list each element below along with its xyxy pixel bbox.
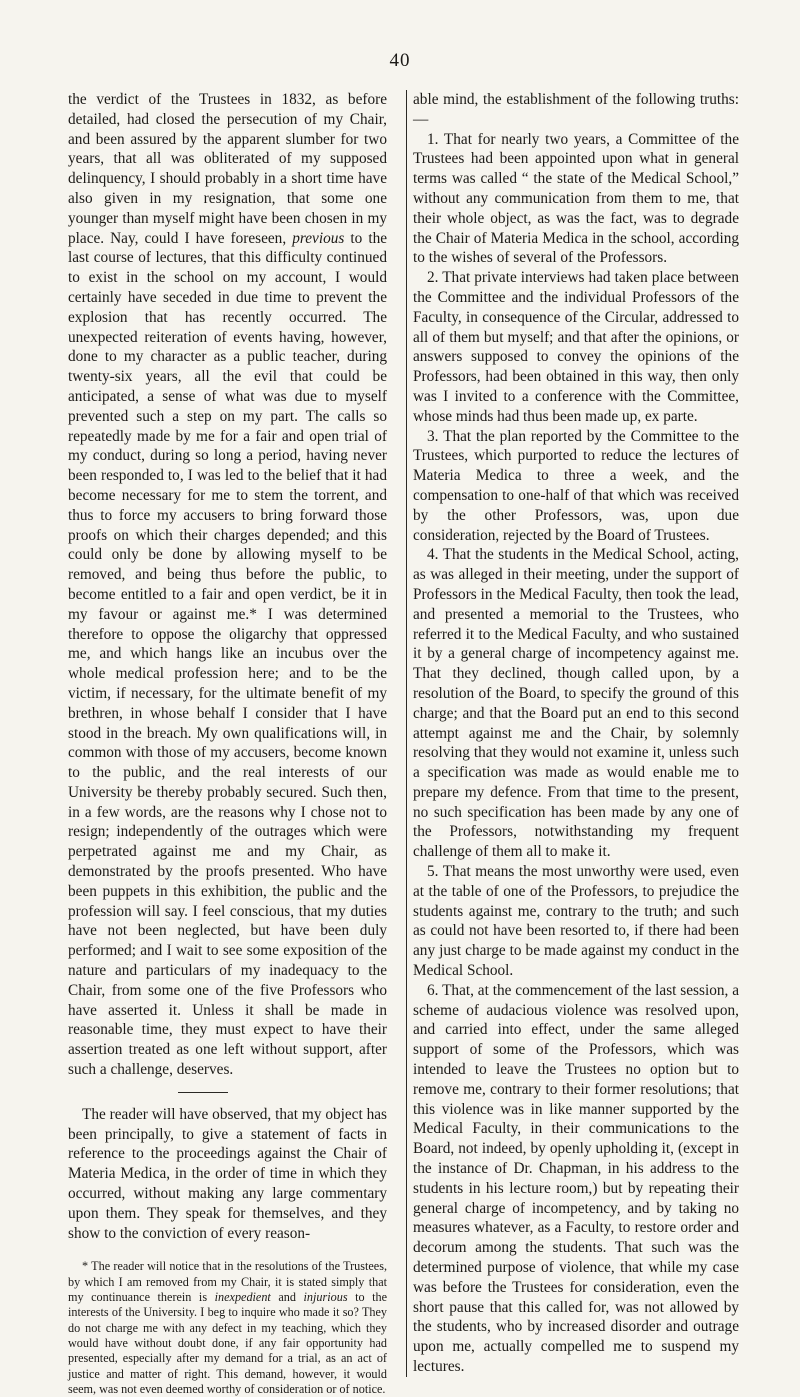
footnote-text: to the interests of the University. I beg to inquire who made it so? They do not charge me with any defect in my teaching, which they would have without doubt done, if any fair opportunity had presented, especially after my demand for a trial, as an act of justice and matter of right. This demand, however, it would seem, was not even deemed worthy of consideration or of notice.: [68, 1290, 388, 1396]
numbered-item-2: 2. That private interviews had taken place between the Committee and the individual Professors of the Faculty, in consequence of the Circular, addressed to all of them but myself; and that after the opinions, or answers supposed to convey the opinions of the Professors, had been obtained in this way, then only was I invited to a conference with the Committee, whose minds had thus been made up, ex parte.: [413, 269, 739, 425]
section-divider: [178, 1092, 228, 1093]
emphasis-injurious: injurious: [303, 1290, 348, 1305]
left-paragraph-1: [68, 90, 387, 1080]
footnote-text: * The reader will notice that in the resolutions of the Trustees, by which I am removed from my Chair, it is stated simply that my continuance therein is: [68, 1259, 387, 1305]
right-column: [406, 90, 739, 1377]
emphasis-inexpedient: inexpedient: [214, 1290, 271, 1305]
right-intro: able mind, the establishment of the following truths:—: [413, 91, 739, 128]
numbered-item-1: 1. That for nearly two years, a Committee of the Trustees had been appointed upon what in general terms was called “ the state of the Medical School,” without any communication from them to me, that their whole object, as was the fact, was to degrade the Chair of Materia Medica in the school, according to the wishes of several of the Professors.: [413, 130, 739, 267]
numbered-item-3: 3. That the plan reported by the Committee to the Trustees, which purported to reduce the lectures of Materia Medica to three a week, and the compensation to one-half of that which was received by the other Professors, was, upon due consideration, rejected by the Board of Trustees.: [413, 427, 739, 544]
footnote: [68, 1259, 387, 1397]
emphasis-previous: previous: [292, 229, 345, 247]
left-paragraph-2: The reader will have observed, that my object has been principally, to give a statement of facts in reference to the proceedings against the Chair of Materia Medica, in the order of time in which they occurred, without making any large commentary upon them. They speak for themselves, and they show to the conviction of every reason-: [68, 1105, 387, 1242]
numbered-item-4: 4. That the students in the Medical School, acting, as was alleged in their meeting, under the support of Professors in the Medical Faculty, then took the lead, and presented a memorial to the Trustees, who referred it to the Medical Faculty, and who sustained it by a general charge of incompetency against me. That they declined, though called upon, by a resolution of the Board, to specify the ground of this charge; and that the Board put an end to this second attempt against me and the Chair, by solemnly resolving that they would not examine it, unless such a specification was made as would enable me to prepare my defence. From that time to the present, no such specification has been made by any one of the Professors, notwithstanding my frequent challenge of them all to make it.: [413, 546, 739, 861]
numbered-item-6: 6. That, at the commencement of the last session, a scheme of audacious violence was resolved upon, and carried into effect, under the same alleged support of some of the Professors, which was intended to leave the Trustees no option but to remove me, contrary to their former resolutions; that this violence was in like manner supported by the Medical Faculty, in their communications to the Board, not indeed, by openly upholding it, (except in the instance of Dr. Chapman, in his address to the students in his lecture room,) but by repeating their general charge of incompetency, and by taking no measures whatever, as a Faculty, to restore order and decorum among the students. That such was the determined purpose of violence, that while my case was before the Trustees for consideration, even the short pause that this called for, was not allowed by the students, who by increased disorder and outrage upon me, actually compelled me to suspend my lectures.: [413, 981, 739, 1375]
page-number: 40: [389, 50, 411, 71]
numbered-item-5: 5. That means the most unworthy were used, even at the table of one of the Professors, to prejudice the students against me, contrary to the truth; and such as could not have been resorted to, if there had been any just charge to be made against my conduct in the Medical School.: [413, 863, 739, 980]
text-run: the verdict of the Trustees in 1832, as before detailed, had closed the persecution of my Chair, and been assured by the apparent slumber for two years, that all was obliterated of my supposed delinquency, I should probably in a short time have also given in my resignation, that some one younger than myself might have been chosen in my place. Nay, could I have foreseen,: [68, 91, 387, 247]
footnote-text: and: [278, 1290, 296, 1305]
left-column: [68, 90, 387, 1397]
text-run: to the last course of lectures, that this difficulty continued to exist in the school on my account, I would certainly have seceded in due time to prevent the explosion that has recently occurred. The unexpected reiteration of events having, however, done to my character as a public teacher, during twenty-six years, all the evil that could be anticipated, a sense of what was due to myself prevented such a step on my part. The calls so repeatedly made by me for a fair and open trial of my conduct, during so long a period, having never been responded to, I was led to the belief that it had become necessary for me to stem the torrent, and thus to force my accusers to bring forward those proofs on which their charges depended; and this could only be done by allowing myself to be removed, and being thus before the public, to become entitled to a fair and open verdict, be it in my favour or against me.* I was determined therefore to oppose the oligarchy that oppressed me, and which hangs like an incubus over the whole medical profession here; and to be the victim, if necessary, for the ultimate benefit of my brethren, in whose behalf I consider that I have stood in the breach. My own qualifications will, in common with those of my accusers, become known to the public, and the real interests of our University be thereby probably secured. Such then, in a few words, are the reasons why I chose not to resign; independently of the outrages which were perpetrated against me and my Chair, as demonstrated by the proofs presented. Who have been puppets in this exhibition, the public and the profession will say. I feel conscious, that my duties have not been neglected, but have been duly performed; and I wait to see some exposition of the nature and particulars of my inadequacy to the Chair, from some one of the five Professors who have asserted it. Unless it shall be made in reasonable time, they must expect to have their assertion treated as one left without support, after such a challenge, deserves.: [68, 229, 388, 1079]
